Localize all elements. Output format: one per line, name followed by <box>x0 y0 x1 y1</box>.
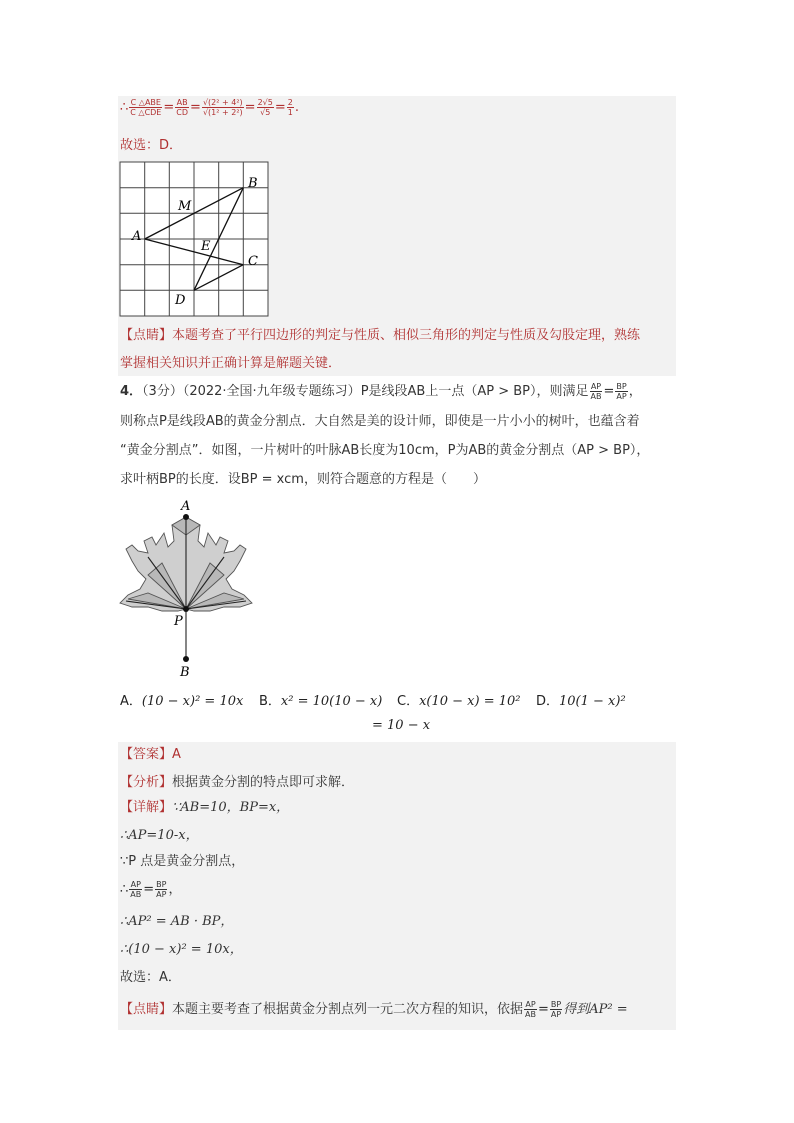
option-b[interactable]: B．x² = 10(10 − x) <box>259 694 383 709</box>
detail-line-6: ∴(10 − x)² = 10x， <box>120 942 243 957</box>
label-E: E <box>201 239 211 254</box>
ratio-equation: ∴ $\frac{\text{C △ABE}}{\text{C △CDE}}$ = $\frac{AB}{CD}$ = $\frac{\text{√(2² + 4²)}}{\text{√(1² + 2²)}}$ = $\frac{2√5}{√5}$ = $\frac{2}{1}$ . <box>120 98 299 117</box>
question-line-4: 求叶柄BP的长度．设BP = xcm，则符合题意的方程是（ ） <box>120 472 486 487</box>
svg-text:B: B <box>180 665 190 680</box>
svg-text:P: P <box>174 614 183 629</box>
question-line-2: 则称点P是线段AB的黄金分割点．大自然是美的设计师，即使是一片小小的树叶，也蕴含着 <box>120 414 640 429</box>
previous-comment-1: 【点睛】本题考查了平行四边形的判定与性质、相似三角形的判定与性质及勾股定理，熟练 <box>120 328 641 343</box>
point-B <box>183 656 189 662</box>
option-d-continued: = 10 − x <box>372 718 431 733</box>
previous-choice: 故选：D． <box>120 138 183 153</box>
detail-line-5: ∴AP² = AB · BP， <box>120 914 234 929</box>
solution-choice: 故选：A． <box>120 970 181 985</box>
label-A: A <box>132 229 142 244</box>
detail-line-1: 【详解】∵AB=10，BP=x， <box>120 800 290 815</box>
option-a[interactable]: A．(10 − x)² = 10x <box>120 694 244 709</box>
detail-line-3: ∵P 点是黄金分割点， <box>120 854 245 869</box>
label-B: B <box>248 176 258 191</box>
leaf-figure <box>118 495 258 680</box>
previous-comment-2: 掌握相关知识并正确计算是解题关键． <box>120 356 342 371</box>
detail-line-4: ∴ $\frac{AP}{AB}$ = $\frac{BP}{AP}$ ， <box>120 880 182 899</box>
analysis-line: 【分析】根据黄金分割的特点即可求解． <box>120 775 355 790</box>
solution-comment: 【点睛】本题主要考查了根据黄金分割点列一元二次方程的知识，依据 $\frac{AP}{AB}$ = $\frac{BP}{AP}$ 得到AP² = <box>120 1000 628 1019</box>
detail-line-2: ∴AP=10-x， <box>120 828 199 843</box>
question-line-1: 4．（3分）（2022·全国·九年级专题练习）P是线段AB上一点（AP > BP），则满足 $\frac{AP}{AB}$ = $\frac{BP}{AP}$ ， <box>120 382 642 401</box>
option-c[interactable]: C．x(10 − x) = 10² <box>397 694 521 709</box>
label-C: C <box>248 254 258 269</box>
label-D: D <box>175 293 186 308</box>
option-d[interactable]: D．10(1 − x)² <box>536 694 626 709</box>
label-M: M <box>178 199 192 214</box>
svg-text:A: A <box>181 499 191 514</box>
point-P <box>183 606 189 612</box>
grid-figure <box>118 160 272 320</box>
point-A <box>183 514 189 520</box>
question-line-3: “黄金分割点”．如图，一片树叶的叶脉AB长度为10cm，P为AB的黄金分割点（AP > BP）， <box>120 443 650 458</box>
answer-line: 【答案】A <box>120 747 181 762</box>
